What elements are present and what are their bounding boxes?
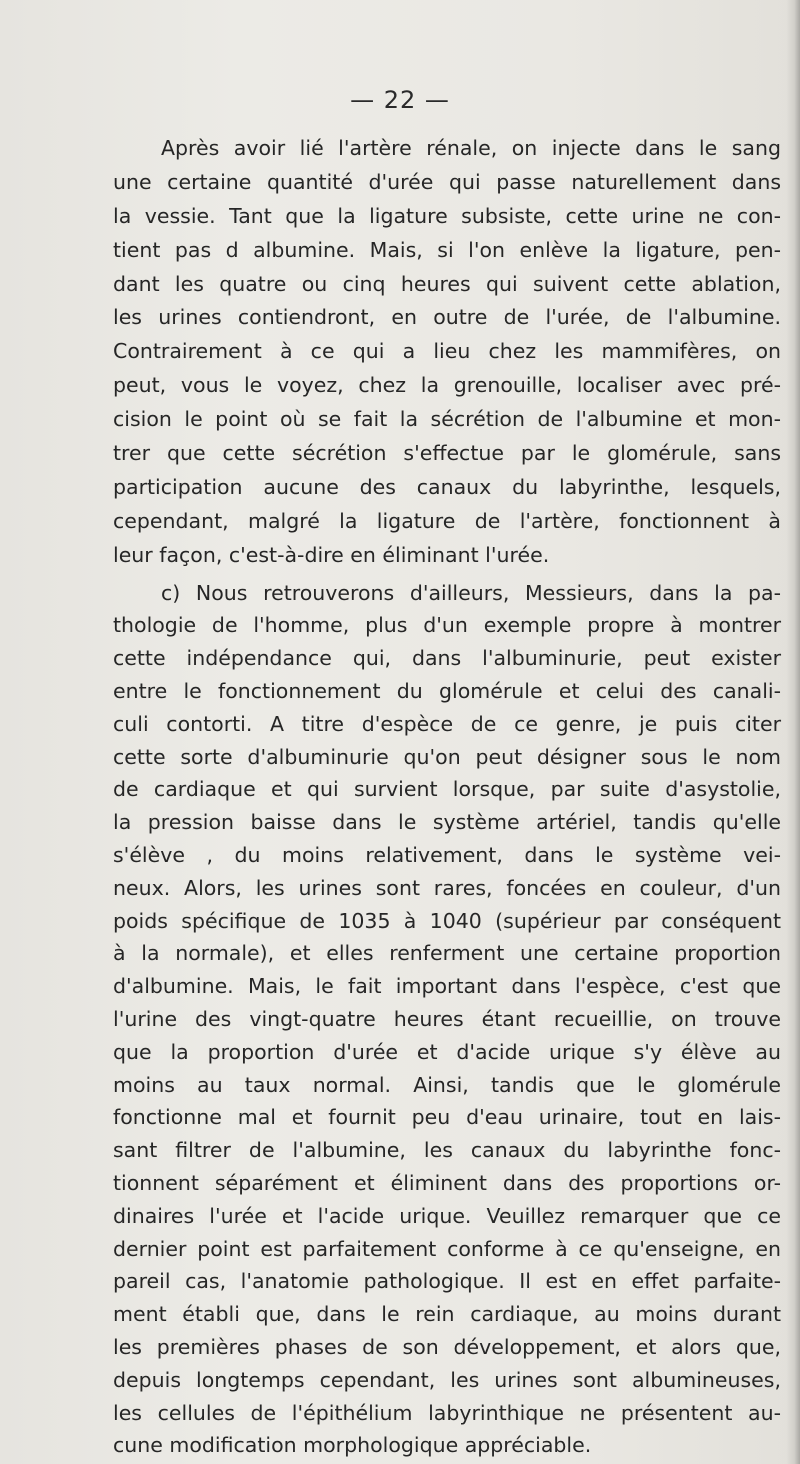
text-line: dinaires l'urée et l'acide urique. Veuillez remarquer que ce — [113, 1203, 781, 1228]
text-line: peut, vous le voyez, chez la grenouille, localiser avec pré- — [113, 373, 781, 398]
paragraph-1 — [113, 132, 781, 573]
text-line: neux. Alors, les urines sont rares, foncées en couleur, d'un — [113, 875, 781, 900]
body-text — [113, 132, 781, 1462]
text-line: que la proportion d'urée et d'acide urique s'y élève au — [113, 1039, 781, 1064]
text-line: thologie de l'homme, plus d'un exemple propre à montrer — [113, 613, 781, 638]
text-line: cette sorte d'albuminurie qu'on peut désigner sous le nom — [113, 744, 781, 769]
text-line: d'albumine. Mais, le fait important dans l'espèce, c'est que — [113, 974, 781, 999]
text-line: ment établi que, dans le rein cardiaque, au moins durant — [113, 1302, 781, 1327]
text-line: c) Nous retrouverons d'ailleurs, Messieurs, dans la pa- — [161, 580, 781, 605]
paragraph-2 — [113, 577, 781, 1463]
text-line: trer que cette sécrétion s'effectue par le glomérule, sans — [113, 441, 781, 466]
text-line: sant filtrer de l'albumine, les canaux du labyrinthe fonc- — [113, 1138, 781, 1163]
text-line: Après avoir lié l'artère rénale, on injecte dans le sang — [161, 136, 781, 160]
text-line: entre le fonctionnement du glomérule et celui des canali- — [113, 678, 781, 703]
text-line: tient pas d albumine. Mais, si l'on enlève la ligature, pen- — [113, 237, 781, 262]
text-line: Contrairement à ce qui a lieu chez les mammifères, on — [113, 339, 781, 364]
text-line: participation aucune des canaux du labyrinthe, lesquels, — [113, 474, 781, 499]
text-line: leur façon, c'est-à-dire en éliminant l'urée. — [113, 542, 550, 567]
page-number: — 22 — — [350, 86, 450, 114]
text-line: poids spécifique de 1035 à 1040 (supérieur par conséquent — [113, 908, 781, 933]
text-line: fonctionne mal et fournit peu d'eau urinaire, tout en lais- — [113, 1105, 781, 1130]
text-line: dant les quatre ou cinq heures qui suivent cette ablation, — [113, 271, 781, 296]
text-line: depuis longtemps cependant, les urines sont albumineuses, — [113, 1367, 781, 1392]
text-line: les urines contiendront, en outre de l'urée, de l'albumine. — [113, 305, 781, 330]
text-line: culi contorti. A titre d'espèce de ce genre, je puis citer — [113, 711, 781, 736]
text-line: cette indépendance qui, dans l'albuminurie, peut exister — [113, 646, 781, 671]
text-line: les premières phases de son développement, et alors que, — [113, 1334, 781, 1359]
text-line: les cellules de l'épithélium labyrinthique ne présentent au- — [113, 1400, 781, 1425]
text-line: s'élève , du moins relativement, dans le système vei- — [113, 842, 781, 867]
text-line: cision le point où se fait la sécrétion de l'albumine et mon- — [113, 407, 781, 432]
text-line: pareil cas, l'anatomie pathologique. Il est en effet parfaite- — [113, 1269, 781, 1294]
page-edge-shadow — [786, 0, 800, 1464]
text-line: cependant, malgré la ligature de l'artère, fonctionnent à — [113, 508, 781, 533]
text-line: moins au taux normal. Ainsi, tandis que le glomérule — [113, 1072, 781, 1097]
text-line: de cardiaque et qui survient lorsque, par suite d'asystolie, — [113, 777, 781, 802]
text-line: tionnent séparément et éliminent dans des proportions or- — [113, 1170, 781, 1195]
text-line: dernier point est parfaitement conforme à ce qu'enseigne, en — [113, 1236, 781, 1261]
text-line: la vessie. Tant que la ligature subsiste, cette urine ne con- — [113, 203, 781, 228]
text-line: à la normale), et elles renferment une certaine proportion — [113, 941, 781, 966]
text-line: une certaine quantité d'urée qui passe naturellement dans — [113, 169, 781, 194]
text-line: cune modification morphologique appréciable. — [113, 1433, 592, 1458]
text-line: l'urine des vingt-quatre heures étant recueillie, on trouve — [113, 1006, 781, 1031]
text-line: la pression baisse dans le système artériel, tandis qu'elle — [113, 810, 781, 835]
